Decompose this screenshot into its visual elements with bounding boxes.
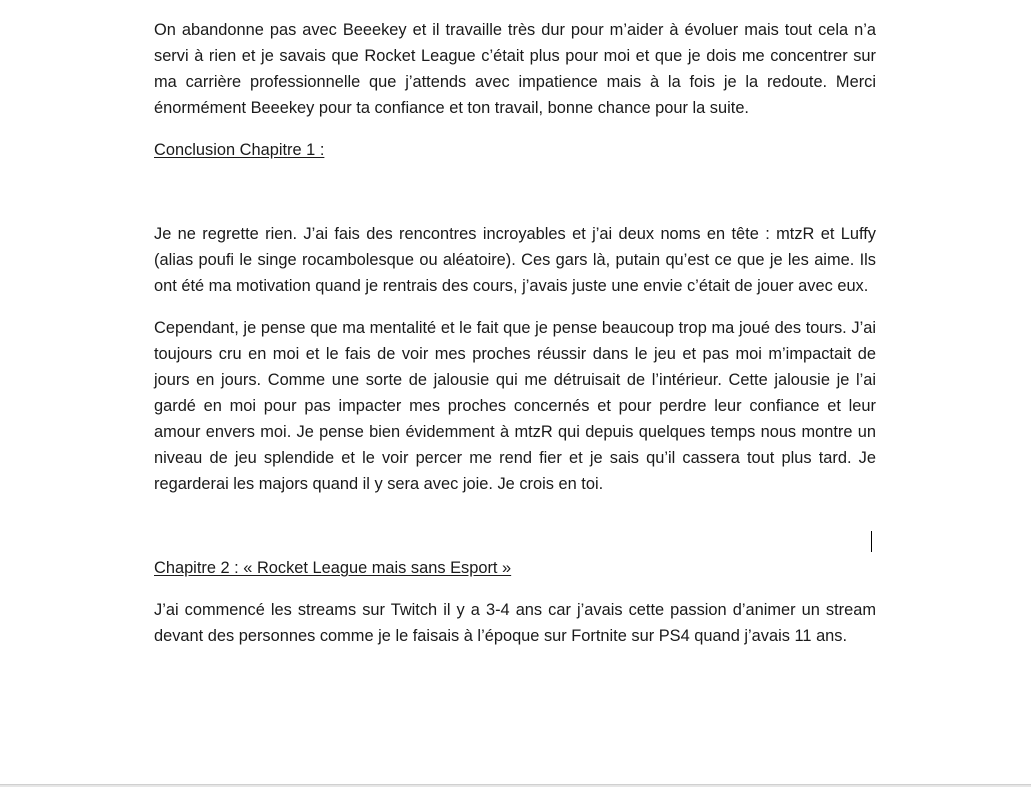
paragraph: J’ai commencé les streams sur Twitch il y a 3-4 ans car j’avais cette passion d’animer un stream devant des personnes comme je le faisais à l’époque sur Fortnite sur PS4 quand j’avais 11 ans. — [154, 601, 876, 645]
section-heading-chapter-2: Chapitre 2 : « Rocket League mais sans Esport » — [154, 559, 512, 577]
empty-line — [154, 179, 876, 221]
document-body[interactable] — [154, 17, 876, 665]
paragraph: Cependant, je pense que ma mentalité et le fait que je pense beaucoup trop ma joué des tours. J’ai toujours cru en moi et le fais de voir mes proches réussir dans le jeu et pas moi m’impactait de jours en jours. Comme une sorte de jalousie qui me détruisait de l’intérieur. Cette jalousie je l’ai gardé en moi pour pas impacter mes proches concernés et pour perdre leur confiance et leur amour envers moi. Je pense bien évidemment à mtzR qui depuis quelques temps nous montre un niveau de jeu splendide et le voir percer me rend fier et je sais qu’il cassera tout plus tard. Je regarderai les majors quand il y sera avec joie. Je crois en toi. — [154, 319, 876, 493]
empty-line — [154, 513, 876, 555]
text-cursor — [871, 531, 872, 552]
paragraph: Je ne regrette rien. J’ai fais des rencontres incroyables et j’ai deux noms en tête : mtzR et Luffy (alias poufi le singe rocambolesque ou aléatoire). Ces gars là, putain qu’est ce que je les aime. Ils ont été ma motivation quand je rentrais des cours, j’avais juste une envie c’était de jouer avec eux. — [154, 225, 876, 295]
paragraph: On abandonne pas avec Beeekey et il travaille très dur pour m’aider à évoluer mais tout cela n’a servi à rien et je savais que Rocket League c’était plus pour moi et que je dois me concentrer sur ma carrière professionnelle que j’attends avec impatience mais à la fois je la redoute. Merci énormément Beeekey pour ta confiance et ton travail, bonne chance pour la suite. — [154, 21, 876, 117]
section-heading-conclusion: Conclusion Chapitre 1 : — [154, 141, 325, 159]
